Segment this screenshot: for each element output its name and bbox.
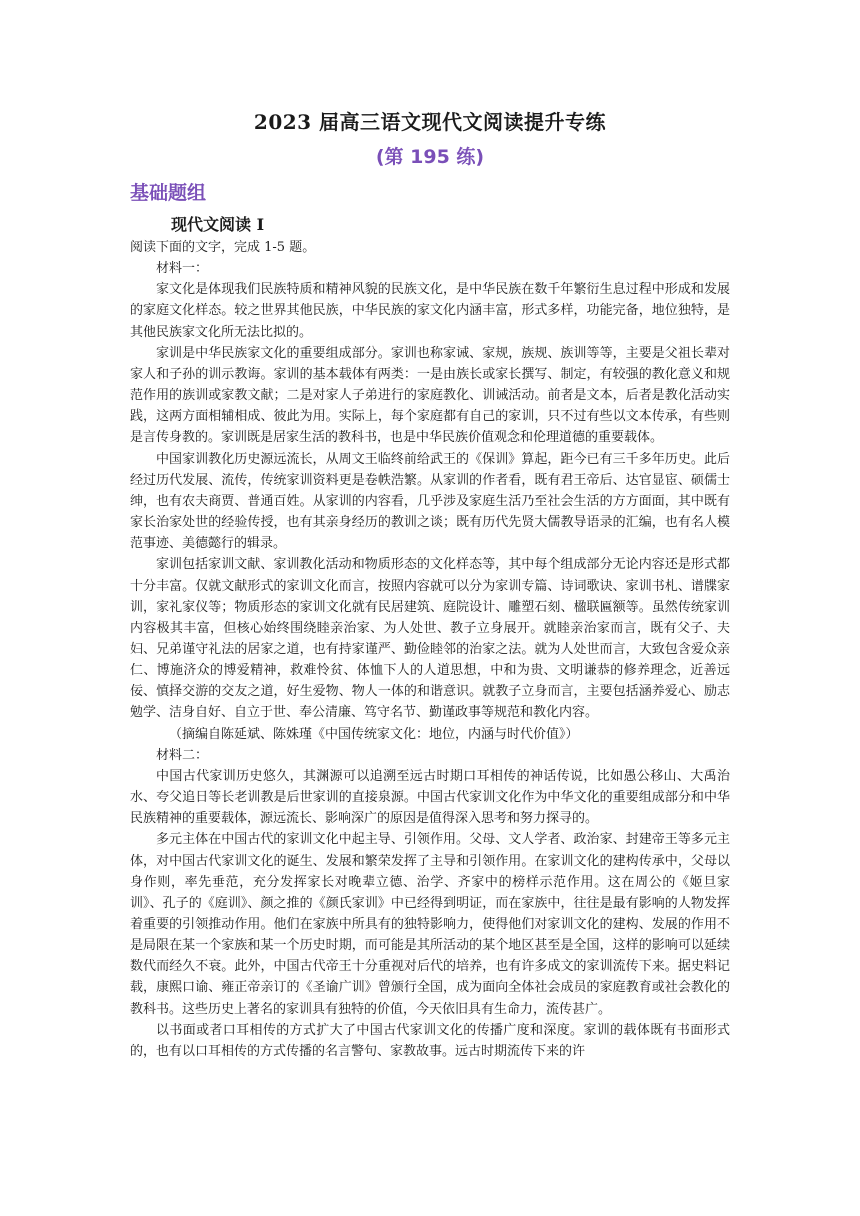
- paragraph: 家文化是体现我们民族特质和精神风貌的民族文化，是中华民族在数千年繁衍生息过程中形成和发展的家庭文化样态。较之世界其他民族，中华民族的家文化内涵丰富，形式多样，功能完备，地位独特，是其他民族家文化所无法比拟的。: [130, 282, 730, 340]
- material-two-label: 材料二：: [156, 747, 209, 763]
- paragraph: 中国古代家训历史悠久，其渊源可以追溯至远古时期口耳相传的神话传说，比如愚公移山、大禹治水、夸父追日等长老训教是后世家训的直接泉源。中国古代家训文化作为中华文化的重要组成部分和中华民族精神的重要载体，源远流长、影响深广的原因是值得深入思考和努力探寻的。: [130, 768, 730, 827]
- paragraph: 家训包括家训文献、家训教化活动和物质形态的文化样态等，其中每个组成部分无论内容还是形式都十分丰富。仅就文献形式的家训文化而言，按照内容就可以分为家训专篇、诗词歌诀、家训书札、谱牒家训，家礼家仪等；物质形态的家训文化就有民居建筑、庭院设计、雕塑石刻、楹联匾额等。虽然传统家训内容极其丰富，但核心始终围绕睦亲治家、为人处世、教子立身展开。就睦亲治家而言，既有父子、夫妇、兄弟谨守礼法的居家之道，也有持家谨严、勤俭睦邻的治家之法。就为人处世而言，大致包含爱众亲仁、博施济众的博爱精神，救难怜贫、体恤下人的人道思想，中和为贵、文明谦恭的修养理念，近善远佞、慎择交游的交友之道，好生爱物、物人一体的和谐意识。就教子立身而言，主要包括涵养爱心、励志勉学、洁身自好、自立于世、奉公清廉、笃守名节、勤谨政事等规范和教化内容。: [130, 557, 730, 721]
- section-heading: 基础题组: [130, 182, 207, 204]
- paragraph: 家训是中华民族家文化的重要组成部分。家训也称家诫、家规，族规、族训等等，主要是父祖长辈对家人和子孙的训示教诲。家训的基本载体有两类：一是由族长或家长撰写、制定，有较强的教化意义和规范作用的族训或家教文献；二是对家人子弟进行的家庭教化、训诫活动。前者是文本，后者是教化活动实践，这两方面相辅相成、彼此为用。实际上，每个家庭都有自己的家训，只不过有些以文本传承，有些则是言传身教的。家训既是居家生活的教科书，也是中华民族价值观念和伦理道德的重要载体。: [130, 345, 730, 446]
- document-subtitle: (第 195 练): [375, 146, 485, 168]
- source-citation: （摘编自陈延斌、陈姝瑾《中国传统家文化：地位，内涵与时代价值》）: [169, 726, 579, 742]
- material-one-label: 材料一：: [156, 261, 209, 277]
- paragraph: 中国家训教化历史源远流长，从周文王临终前给武王的《保训》算起，距今已有三千多年历史。此后经过历代发展、流传，传统家训资料更是卷帙浩繁。从家训的作者看，既有君王帝后、达官显宦、硕儒士绅，也有农夫商贾、普通百姓。从家训的内容看，几乎涉及家庭生活乃至社会生活的方方面面，其中既有家长治家处世的经验传授，也有其亲身经历的教训之谈；既有历代先贤大儒教导语录的汇编，也有名人模范事迹、美德懿行的辑录。: [130, 451, 730, 552]
- reading-body: [130, 237, 730, 1062]
- document-title: 2023 届高三语文现代文阅读提升专练: [253, 110, 607, 134]
- reading-title: 现代文阅读 I: [171, 215, 265, 234]
- paragraph: 以书面或者口耳相传的方式扩大了中国古代家训文化的传播广度和深度。家训的载体既有书面形式的，也有以口耳相传的方式传播的名言警句、家教故事。远古时期流传下来的许: [130, 1022, 730, 1059]
- instruction-text: 阅读下面的文字，完成 1-5 题。: [130, 240, 316, 255]
- paragraph: 多元主体在中国古代的家训文化中起主导、引领作用。父母、文人学者、政治家、封建帝王等多元主体，对中国古代家训文化的诞生、发展和繁荣发挥了主导和引领作用。在家训文化的建构传承中，父母以身作则，率先垂范，充分发挥家长对晚辈立德、治学、齐家中的榜样示范作用。这在周公的《姬旦家训》、孔子的《庭训》、颜之推的《颜氏家训》中已经得到明证，而在家族中，往往是最有影响的人物发挥着重要的引领推动作用。他们在家族中所具有的独特影响力，使得他们对家训文化的建构、发展的作用不是局限在某一个家族和某一个历史时期，而可能是其所活动的某个地区甚至是全国，这样的影响可以延续数代而经久不衰。此外，中国古代帝王十分重视对后代的培养，也有许多成文的家训流传下来。据史料记载，康熙口谕、雍正帝亲订的《圣谕广训》曾颁行全国，成为面向全体社会成员的家庭教育或社会教化的教科书。这些历史上著名的家训具有独特的价值，今天依旧具有生命力，流传甚广。: [130, 832, 730, 1017]
